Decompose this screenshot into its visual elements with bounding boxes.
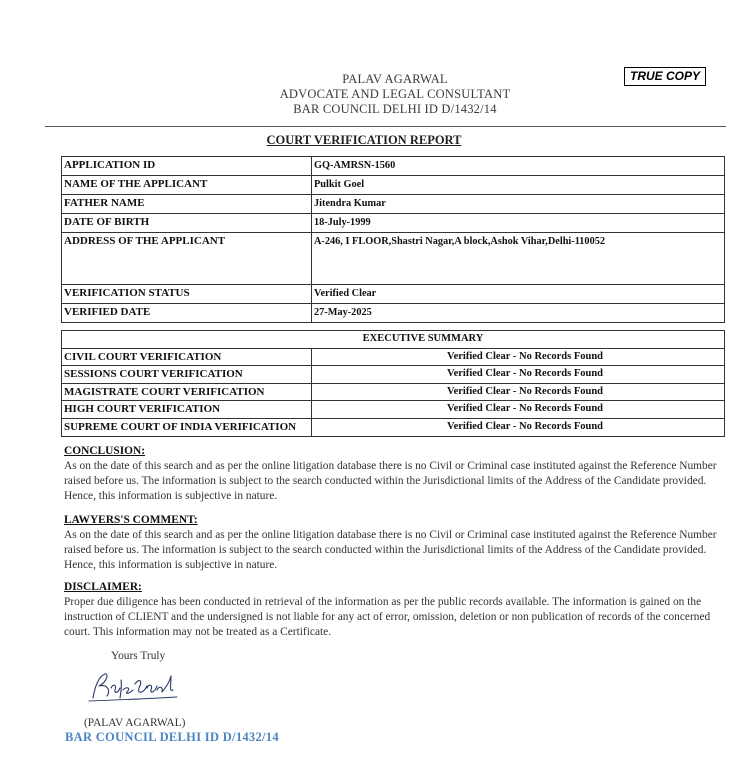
summary-result: Verified Clear - No Records Found [312,401,725,419]
closing-salutation: Yours Truly [111,650,166,662]
details-value: Verified Clear [312,285,725,304]
summary-result: Verified Clear - No Records Found [312,348,725,366]
footer-bar-id: BAR COUNCIL DELHI ID D/1432/14 [65,730,279,744]
summary-label: MAGISTRATE COURT VERIFICATION [62,383,312,401]
advocate-bar-id: BAR COUNCIL DELHI ID D/1432/14 [293,102,497,116]
table-row [62,331,725,349]
details-value: A-246, I FLOOR,Shastri Nagar,A block,Ashok Vihar,Delhi-110052 [312,233,725,285]
signature-image [85,668,185,706]
details-value: 18-July-1999 [312,214,725,233]
summary-label: SESSIONS COURT VERIFICATION [62,366,312,384]
summary-label: CIVIL COURT VERIFICATION [62,348,312,366]
conclusion-heading: CONCLUSION: [64,445,146,457]
details-label: VERIFICATION STATUS [62,285,312,304]
summary-result: Verified Clear - No Records Found [312,366,725,384]
details-value: Pulkit Goel [312,176,725,195]
table-row [62,348,725,366]
conclusion-text: As on the date of this search and as per the online litigation database there is no Civil or Criminal case instituted against the Reference Number raised before us. The information is subject to the search conducted within the Jurisdictional limits of the Address of the Candidate provided. Hence, this information is subjective in nature. [64,460,717,502]
signatory-name: (PALAV AGARWAL) [84,717,186,729]
table-row [62,195,725,214]
summary-label: SUPREME COURT OF INDIA VERIFICATION [62,418,312,436]
lawyers-comment-heading: LAWYERS'S COMMENT: [64,514,198,526]
advocate-designation: ADVOCATE AND LEGAL CONSULTANT [279,87,511,101]
advocate-name: PALAV AGARWAL [342,72,448,86]
table-row [62,401,725,419]
disclaimer-text: Proper due diligence has been conducted in retrieval of the information as per the public records available. The information is gained on the instruction of CLIENT and the undersigned is not liable for any act of error, omission, deletion or non publication of records of the concerned court. This information may not be treated as a Certificate. [64,596,711,638]
table-row [62,383,725,401]
details-label: DATE OF BIRTH [62,214,312,233]
summary-title: EXECUTIVE SUMMARY [62,331,725,349]
table-row [62,214,725,233]
lawyers-comment-section [64,513,724,573]
table-row [62,233,725,285]
lawyers-comment-text: As on the date of this search and as per the online litigation database there is no Civil or Criminal case instituted against the Reference Number raised before us. The information is subject to the search conducted within the Jurisdictional limits of the Address of the Candidate provided. Hence, this information is subjective in nature. [64,529,717,571]
details-label: VERIFIED DATE [62,304,312,323]
table-row [62,176,725,195]
table-row [62,304,725,323]
disclaimer-section [64,580,724,640]
table-row [62,285,725,304]
report-title: COURT VERIFICATION REPORT [266,133,462,147]
details-label: APPLICATION ID [62,157,312,176]
summary-result: Verified Clear - No Records Found [312,418,725,436]
true-copy-stamp: TRUE COPY [624,67,706,86]
applicant-details-table [61,156,725,323]
table-row [62,157,725,176]
summary-label: HIGH COURT VERIFICATION [62,401,312,419]
details-label: FATHER NAME [62,195,312,214]
executive-summary-table [61,330,725,437]
header-divider [45,126,726,127]
table-row [62,366,725,384]
details-label: NAME OF THE APPLICANT [62,176,312,195]
disclaimer-heading: DISCLAIMER: [64,581,142,593]
details-label: ADDRESS OF THE APPLICANT [62,233,312,285]
table-row [62,418,725,436]
details-value: GQ-AMRSN-1560 [312,157,725,176]
details-value: 27-May-2025 [312,304,725,323]
summary-result: Verified Clear - No Records Found [312,383,725,401]
conclusion-section [64,444,724,504]
details-value: Jitendra Kumar [312,195,725,214]
